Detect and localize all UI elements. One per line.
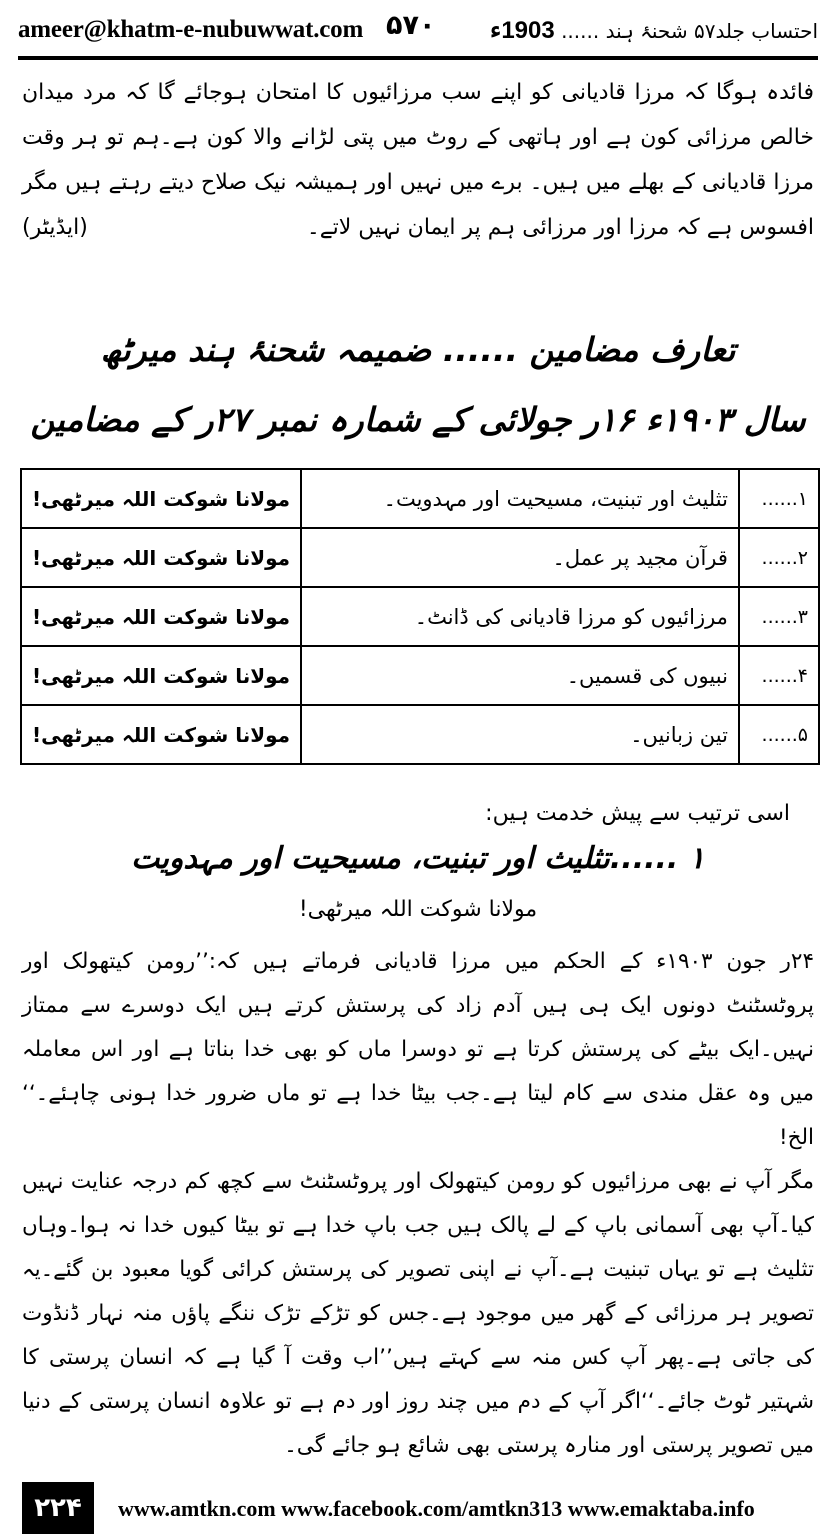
- article-byline: مولانا شوکت اللہ میرٹھی!: [298, 897, 538, 922]
- article-heading: ۱ ......تثلیث اور تبنیت، مسیحیت اور مہدویت: [131, 841, 705, 876]
- header-rule: [18, 56, 818, 60]
- heading-intro: تعارف مضامین ...... ضمیمہ شحنۂ ہند میرٹھ: [100, 330, 736, 369]
- toc-number: ۲......: [739, 528, 819, 587]
- toc-title: مرزائیوں کو مرزا قادیانی کی ڈانٹ۔: [301, 587, 739, 646]
- table-row: [21, 587, 819, 646]
- header-book-name: احتساب جلد۵۷ شحنۂ ہند ......: [561, 19, 818, 43]
- heading-issue: سال ۱۹۰۳ء ۱۶ر جولائی کے شمارہ نمبر ۲۷ر کے مضامین: [30, 400, 806, 439]
- article-paragraph: مگر آپ نے بھی مرزائیوں کو رومن کیتھولک اور پروٹسٹنٹ سے کچھ کم درجہ عنایت نہیں کیا۔آپ بھی آسمانی باپ کے لے پالک ہیں جب باپ خدا ہے تو بیٹا کیوں خدا نہ ہوا۔وہاں تثلیث ہے تو یہاں تبنیت ہے۔آپ نے اپنی تصویر کی پرستش کرائی گویا معبود بن گئے۔یہ تصویر ہر مرزائی کے گھر میں موجود ہے۔جس کو تڑکے تڑک ننگے پاؤں منہ نہار ڈنڈوت کی جاتی ہے۔پھر آپ کس منہ سے کہتے ہیں’’اب وقت آ گیا ہے کہ انسان پرستی کا شہتیر ٹوٹ جائے۔‘‘اگر آپ کے دم میں چند روز اور دم ہے تو علاوہ انسان پرستی کے دنیا میں تصویر پرستی اور منارہ پرستی بھی شائع ہو جائے گی۔: [22, 1169, 814, 1458]
- page-footer: [22, 1482, 818, 1534]
- header-book-title: [490, 16, 818, 45]
- intro-text: فائدہ ہوگا کہ مرزا قادیانی کو اپنے سب مرزائیوں کا امتحان ہوجائے گا کہ مرد میدان خالص مرزائی کون ہے اور ہاتھی کے روٹ میں پتی لڑانے والا کون ہے۔ہم تو ہر وقت مرزا قادیانی کے بھلے میں ہیں۔ برے میں نہیں اور ہمیشہ نیک صلاح دیتے رہتے ہیں مگر افسوس ہے کہ مرزا اور مرزائی ہم پر ایمان نہیں لاتے۔: [22, 80, 814, 240]
- article-paragraph: ۲۴ر جون ۱۹۰۳ء کے الحکم میں مرزا قادیانی فرماتے ہیں کہ:’’رومن کیتھولک اور پروٹسٹنٹ دونوں ایک ہی ہیں آدم زاد کی پرستش کرتے ہیں ایک دوسرے سے ممتاز نہیں۔ایک بیٹے کی پرستش کرتا ہے تو دوسرا ماں کو بھی خدا بناتا ہے اور اس معاملہ میں وہ عقل مندی سے کام لیتا ہے۔جب بیٹا خدا ہے تو ماں ضرور خدا ہونی چاہئے۔‘‘ الخ!: [22, 949, 814, 1150]
- editor-tag: (ایڈیٹر): [22, 215, 88, 240]
- order-note: اسی ترتیب سے پیش خدمت ہیں:: [485, 801, 790, 826]
- table-row: [21, 469, 819, 528]
- header-page-number: ۵۷۰: [386, 10, 436, 41]
- toc-title: تثلیث اور تبنیت، مسیحیت اور مہدویت۔: [301, 469, 739, 528]
- page-header: [18, 8, 818, 54]
- table-row: [21, 705, 819, 764]
- contents-table: [20, 468, 820, 765]
- toc-title: نبیوں کی قسمیں۔: [301, 646, 739, 705]
- toc-author: مولانا شوکت اللہ میرٹھی!: [21, 587, 301, 646]
- intro-paragraph: [22, 70, 814, 340]
- table-row: [21, 646, 819, 705]
- toc-number: ۱......: [739, 469, 819, 528]
- toc-author: مولانا شوکت اللہ میرٹھی!: [21, 705, 301, 764]
- toc-author: مولانا شوکت اللہ میرٹھی!: [21, 469, 301, 528]
- table-row: [21, 528, 819, 587]
- header-year: 1903ء: [490, 17, 555, 44]
- footer-urls[interactable]: www.amtkn.com www.facebook.com/amtkn313 www.emaktaba.info: [118, 1496, 755, 1521]
- toc-number: ۳......: [739, 587, 819, 646]
- toc-title: تین زبانیں۔: [301, 705, 739, 764]
- toc-author: مولانا شوکت اللہ میرٹھی!: [21, 528, 301, 587]
- article-body: [22, 940, 814, 1460]
- toc-author: مولانا شوکت اللہ میرٹھی!: [21, 646, 301, 705]
- toc-number: ۵......: [739, 705, 819, 764]
- footer-page-number: ۲۲۴: [22, 1482, 94, 1534]
- header-email[interactable]: ameer@khatm-e-nubuwwat.com: [18, 16, 364, 43]
- toc-title: قرآن مجید پر عمل۔: [301, 528, 739, 587]
- toc-number: ۴......: [739, 646, 819, 705]
